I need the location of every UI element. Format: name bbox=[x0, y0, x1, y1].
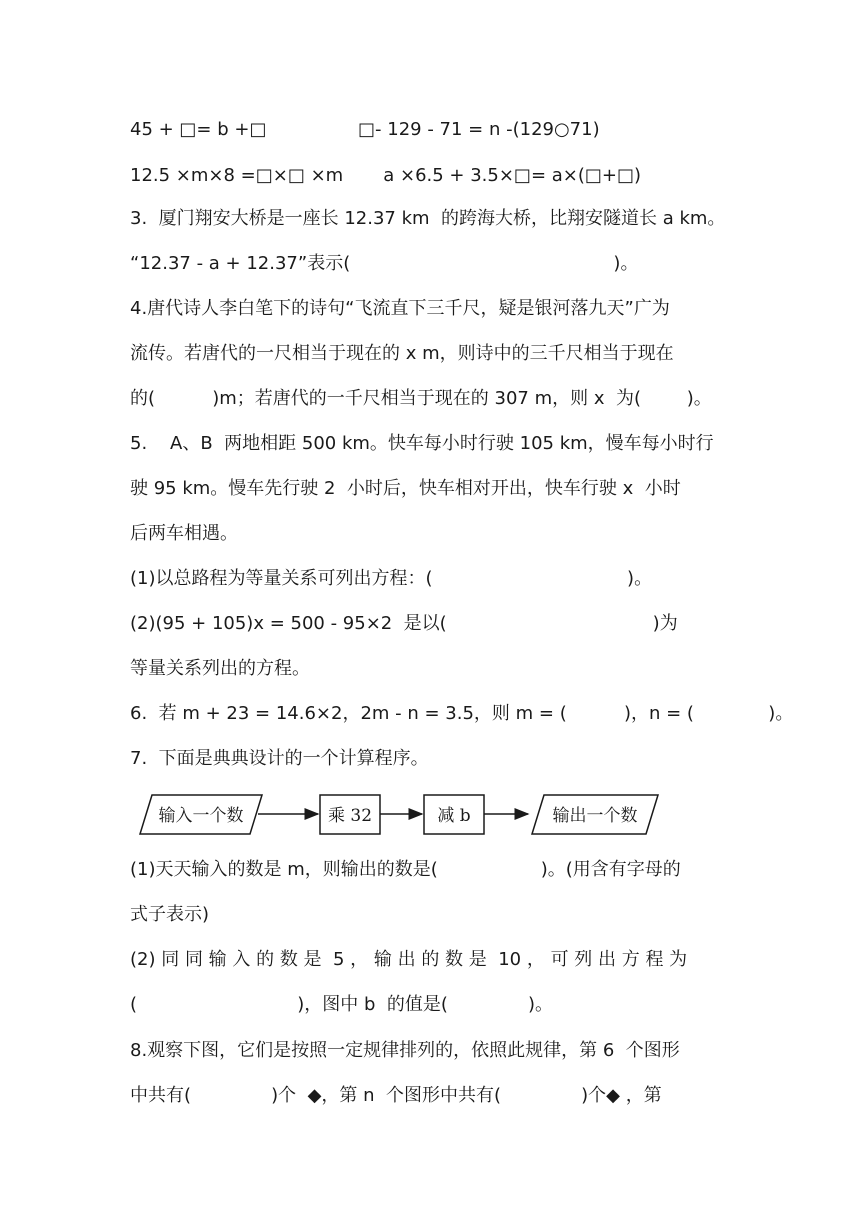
text-line: 驶 95 km。慢车先行驶 2 小时后，快车相对开出，快车行驶 x 小时 bbox=[130, 478, 681, 499]
text-line: 流传。若唐代的一尺相当于现在的 x m，则诗中的三千尺相当于现在 bbox=[130, 343, 674, 364]
input-label: 输入一个数 bbox=[158, 806, 244, 826]
text-line: 12.5 ×m×8 =□×□ ×m a ×6.5 + 3.5×□= a×(□+□) bbox=[130, 165, 641, 186]
text-line: (2)(95 + 105)x = 500 - 95×2 是以( )为 bbox=[130, 613, 678, 634]
text-line: “12.37 - a + 12.37”表示( )。 bbox=[130, 253, 639, 274]
text-line: 3. 厦门翔安大桥是一座长 12.37 km 的跨海大桥，比翔安隧道长 a km。 bbox=[130, 208, 726, 229]
subtract-label: 减 b bbox=[437, 806, 471, 826]
text-line: ( )，图中 b 的值是( )。 bbox=[130, 994, 553, 1015]
text-line: (2) 同 同 输 入 的 数 是 5 ， 输 出 的 数 是 10 ， 可 列 出 方 程 为 bbox=[130, 949, 688, 970]
text-line: 6. 若 m + 23 = 14.6×2，2m - n = 3.5，则 m = ( )，n = ( )。 bbox=[130, 703, 794, 724]
output-label: 输出一个数 bbox=[552, 806, 638, 826]
text-line: (1)以总路程为等量关系可列出方程：( )。 bbox=[130, 568, 653, 589]
text-line: 5. A、B 两地相距 500 km。快车每小时行驶 105 km，慢车每小时行 bbox=[130, 433, 714, 454]
text-line: 8.观察下图，它们是按照一定规律排列的，依照此规律，第 6 个图形 bbox=[130, 1040, 680, 1061]
calculation-flowchart bbox=[136, 792, 666, 838]
text-line: 4.唐代诗人李白笔下的诗句“飞流直下三千尺，疑是银河落九天”广为 bbox=[130, 298, 670, 319]
text-line: 式子表示) bbox=[130, 904, 210, 925]
flowchart-svg bbox=[136, 792, 666, 838]
text-line: 7. 下面是典典设计的一个计算程序。 bbox=[130, 748, 429, 769]
text-line: 45 + □= b +□ □- 129 - 71 = n -(129○71) bbox=[130, 119, 600, 140]
text-line: 后两车相遇。 bbox=[130, 523, 238, 544]
multiply-label: 乘 32 bbox=[327, 806, 373, 826]
text-line: 等量关系列出的方程。 bbox=[130, 658, 310, 679]
text-line: 中共有( )个 ◆，第 n 个图形中共有( )个◆ ，第 bbox=[130, 1085, 662, 1106]
text-line: 的( )m；若唐代的一千尺相当于现在的 307 m，则 x 为( )。 bbox=[130, 388, 712, 409]
text-line: (1)天天输入的数是 m，则输出的数是( )。(用含有字母的 bbox=[130, 859, 681, 880]
